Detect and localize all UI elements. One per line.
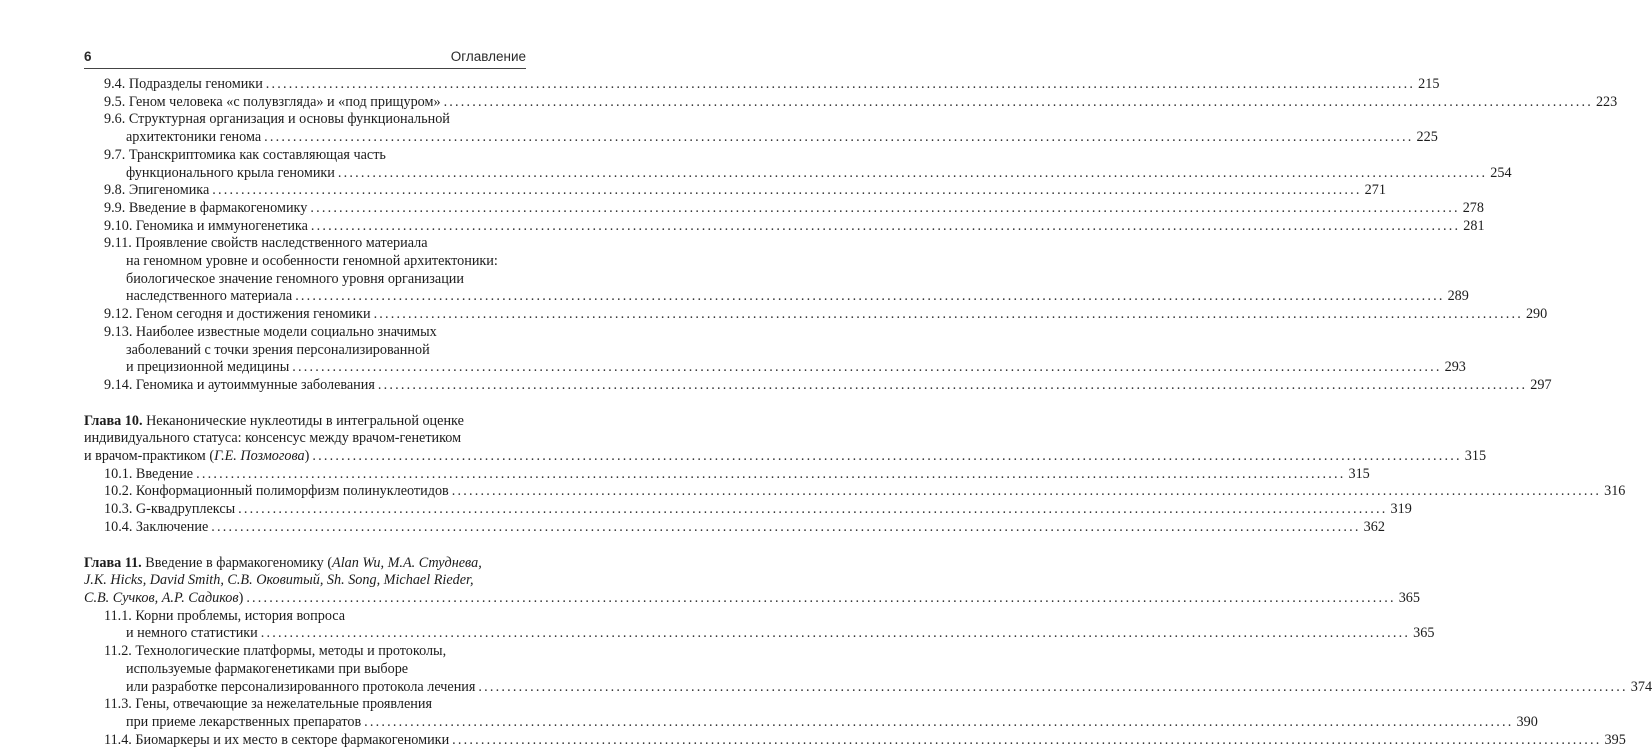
toc-page-number: 315 [1348, 465, 1370, 482]
dot-leader: ........................................................................................................................................................................................................ [246, 589, 1396, 606]
toc-entry-last-line [104, 217, 1485, 236]
toc-entry-line: 11.3. Гены, отвечающие за нежелательные проявления [104, 696, 432, 713]
toc-entry-text: и прецизионной медицины [126, 359, 290, 376]
toc-entry-line: 11.2. Технологические платформы, методы и протоколы, [104, 643, 447, 660]
dot-leader: ........................................................................................................................................................................................................ [451, 483, 1602, 500]
toc-entry-last-line [104, 164, 1512, 183]
chapter-label: Глава 10. [84, 412, 143, 429]
toc-entry-last-line [104, 518, 1385, 537]
chapter-authors: С.В. Сучков, А.Р. Садиков [84, 589, 239, 606]
dot-leader: ........................................................................................................................................................................................................ [337, 164, 1488, 181]
toc-entry[interactable] [104, 643, 1652, 696]
dot-leader: ........................................................................................................................................................................................................ [295, 288, 1445, 305]
toc-page-number: 293 [1444, 359, 1466, 376]
running-header [84, 48, 526, 69]
dot-leader: ........................................................................................................................................................................................................ [443, 93, 1593, 110]
toc-entry-text: при приеме лекарственных препаратов [126, 713, 362, 730]
toc-page-number: 271 [1364, 182, 1386, 199]
toc-entry-text: 10.4. Заключение [104, 518, 209, 535]
toc-entry-last-line [104, 359, 1466, 377]
toc-entry-line: 9.7. Транскриптомика как составляющая часть [104, 146, 386, 163]
toc-entry[interactable] [104, 217, 1485, 236]
toc-entry-text: и немного статистики [126, 625, 258, 642]
page-number: 6 [84, 49, 92, 64]
dot-leader: ........................................................................................................................................................................................................ [211, 518, 1361, 535]
toc-page-number: 362 [1363, 518, 1385, 535]
toc-entry-text [84, 590, 243, 608]
toc-entry-text: функционального крыла геномики [126, 164, 335, 181]
toc-page-number: 316 [1604, 483, 1626, 500]
toc-entry[interactable] [104, 607, 1435, 643]
toc-entry-text: 10.1. Введение [104, 465, 194, 482]
toc-entry-line [84, 413, 526, 431]
chapter-label: Глава 11. [84, 554, 142, 571]
toc-entry-last-line [104, 483, 1626, 501]
dot-leader: ........................................................................................................................................................................................................ [265, 76, 1416, 92]
dot-leader: ........................................................................................................................................................................................................ [364, 713, 1514, 730]
toc-entry-text: 9.5. Геном человека «с полувзгляда» и «под прищуром» [104, 93, 441, 110]
chapter-title-part: Введение в фармакогеномику ( [141, 554, 333, 571]
toc-page-number: 215 [1418, 76, 1440, 92]
toc-entry[interactable] [104, 501, 1412, 519]
toc-entry-line: 11.1. Корни проблемы, история вопроса [104, 607, 346, 624]
toc-entry-text [84, 448, 309, 466]
toc-entry[interactable] [104, 483, 1626, 501]
chapter-authors: J.K. Hicks, David Smith, С.В. Оковитый, Sh. Song, Michael Rieder, [84, 572, 474, 589]
toc-page-number: 290 [1525, 306, 1548, 323]
toc-entry-chapter-11[interactable] [84, 554, 1420, 608]
toc-page-number: 225 [1416, 129, 1438, 146]
toc-entry-text: 9.8. Эпигеномика [104, 182, 210, 199]
toc-page-number: 390 [1516, 713, 1538, 730]
toc-entry-line: используемые фармакогенетиками при выборе [126, 660, 409, 677]
toc-entry-line: заболеваний с точки зрения персонализированной [126, 341, 430, 358]
toc-entry-last-line [104, 93, 1618, 112]
toc-entry[interactable] [104, 465, 1370, 484]
chapter-10 [84, 412, 1626, 537]
toc-entry-last-line [104, 199, 1484, 218]
section-9-entries [84, 76, 1618, 395]
toc-page-number: 297 [1530, 376, 1552, 393]
dot-leader: ........................................................................................................................................................................................................ [377, 376, 1528, 393]
toc-entry-last-line [104, 501, 1412, 519]
dot-leader: ........................................................................................................................................................................................................ [260, 625, 1411, 642]
toc-entry-last-line [104, 625, 1435, 643]
toc-entry[interactable] [104, 93, 1618, 112]
toc-entry-text: или разработке персонализированного протокола лечения [126, 678, 476, 695]
dot-leader: ........................................................................................................................................................................................................ [212, 182, 1362, 199]
toc-entry[interactable] [104, 76, 1440, 94]
toc-entry-last-line [104, 465, 1370, 484]
toc-entry-last-line [104, 76, 1440, 94]
toc-page-number: 254 [1490, 164, 1512, 181]
toc-entry[interactable] [104, 696, 1538, 731]
toc-entry-line: 9.11. Проявление свойств наследственного материала [104, 235, 428, 252]
toc-page-number: 281 [1463, 217, 1485, 234]
toc-entry-text: 9.14. Геномика и аутоиммунные заболевания [104, 376, 375, 393]
running-title: Оглавление [450, 49, 526, 64]
toc-entry-text: 10.2. Конформационный полиморфизм полинуклеотидов [104, 483, 449, 500]
toc-page-number: 319 [1390, 501, 1412, 518]
chapter-title-part: ) [304, 448, 310, 465]
dot-leader: ........................................................................................................................................................................................................ [196, 465, 1346, 482]
toc-entry[interactable] [104, 731, 1626, 750]
toc-page-number: 365 [1413, 625, 1435, 642]
toc-entry-line: биологическое значение геномного уровня организации [126, 270, 464, 287]
table-of-contents [84, 76, 1652, 749]
dot-leader: ........................................................................................................................................................................................................ [238, 501, 1388, 518]
chapter-authors: Г.Е. Позмогова [214, 448, 305, 465]
toc-entry-line [84, 572, 526, 590]
toc-entry[interactable] [104, 323, 1466, 377]
toc-entry-line: 9.6. Структурная организация и основы функциональной [104, 111, 450, 128]
dot-leader: ........................................................................................................................................................................................................ [310, 199, 1460, 216]
toc-entry[interactable] [104, 111, 1438, 146]
chapter-title-part: Неканонические нуклеотиды в интегральной оценке [142, 412, 464, 429]
toc-entry[interactable] [104, 199, 1484, 218]
toc-entry-line: индивидуального статуса: консенсус между врачом-генетиком [84, 430, 462, 447]
toc-entry-line: на геномном уровне и особенности геномной архитектоники: [126, 253, 498, 270]
toc-entry-text: 10.3. G-квадруплексы [104, 501, 236, 518]
toc-page-number: 278 [1462, 199, 1484, 216]
toc-entry-text: наследственного материала [126, 288, 293, 305]
toc-entry[interactable] [104, 376, 1552, 395]
toc-entry[interactable] [104, 306, 1548, 324]
toc-entry-text: 11.4. Биомаркеры и их место в секторе фармакогеномики [104, 731, 450, 748]
toc-entry-last-line [104, 129, 1438, 147]
toc-page-number: 374 [1630, 678, 1652, 695]
toc-page-number: 365 [1398, 589, 1420, 606]
dot-leader: ........................................................................................................................................................................................................ [312, 448, 1462, 465]
toc-entry-text: 9.12. Геном сегодня и достижения геномики [104, 306, 371, 323]
toc-entry[interactable] [104, 146, 1512, 182]
toc-entry-last-line [104, 731, 1626, 750]
toc-page-number: 315 [1464, 448, 1487, 465]
dot-leader: ........................................................................................................................................................................................................ [310, 217, 1461, 234]
toc-page-number: 289 [1447, 288, 1469, 305]
toc-entry-line: 9.13. Наиболее известные модели социально значимых [104, 323, 437, 340]
toc-entry-last-line [84, 589, 1420, 608]
chapter-title-part: ) [238, 589, 244, 606]
dot-leader: ........................................................................................................................................................................................................ [264, 129, 1414, 146]
toc-entry-last-line [104, 306, 1548, 324]
toc-entry-last-line [104, 182, 1386, 200]
chapter-11 [84, 554, 1652, 750]
chapter-10-entries [84, 465, 1626, 537]
toc-entry-last-line [104, 678, 1652, 697]
dot-leader: ........................................................................................................................................................................................................ [452, 731, 1602, 748]
toc-entry[interactable] [104, 235, 1469, 306]
toc-entry-text: 9.4. Подразделы геномики [104, 76, 263, 92]
dot-leader: ........................................................................................................................................................................................................ [292, 359, 1442, 376]
toc-entry-text: 9.10. Геномика и иммуногенетика [104, 217, 308, 234]
toc-entry-line [84, 555, 526, 573]
toc-entry-last-line [104, 288, 1469, 306]
dot-leader: ........................................................................................................................................................................................................ [478, 678, 1628, 695]
chapter-11-entries [84, 607, 1652, 750]
toc-entry-last-line [84, 448, 1487, 466]
chapter-title-part: и врачом-практиком ( [84, 448, 215, 465]
toc-entry[interactable] [104, 518, 1385, 537]
toc-entry-last-line [104, 376, 1552, 395]
toc-page-number: 395 [1604, 731, 1626, 748]
toc-entry-chapter-10[interactable] [84, 412, 1487, 466]
toc-entry-last-line [104, 713, 1538, 732]
dot-leader: ........................................................................................................................................................................................................ [373, 306, 1523, 323]
toc-page-number: 223 [1595, 93, 1618, 110]
toc-entry-text: 9.9. Введение в фармакогеномику [104, 199, 308, 216]
toc-entry[interactable] [104, 182, 1386, 200]
toc-entry-text: архитектоники генома [126, 129, 262, 146]
chapter-authors: Alan Wu, М.А. Студнева, [332, 554, 482, 571]
